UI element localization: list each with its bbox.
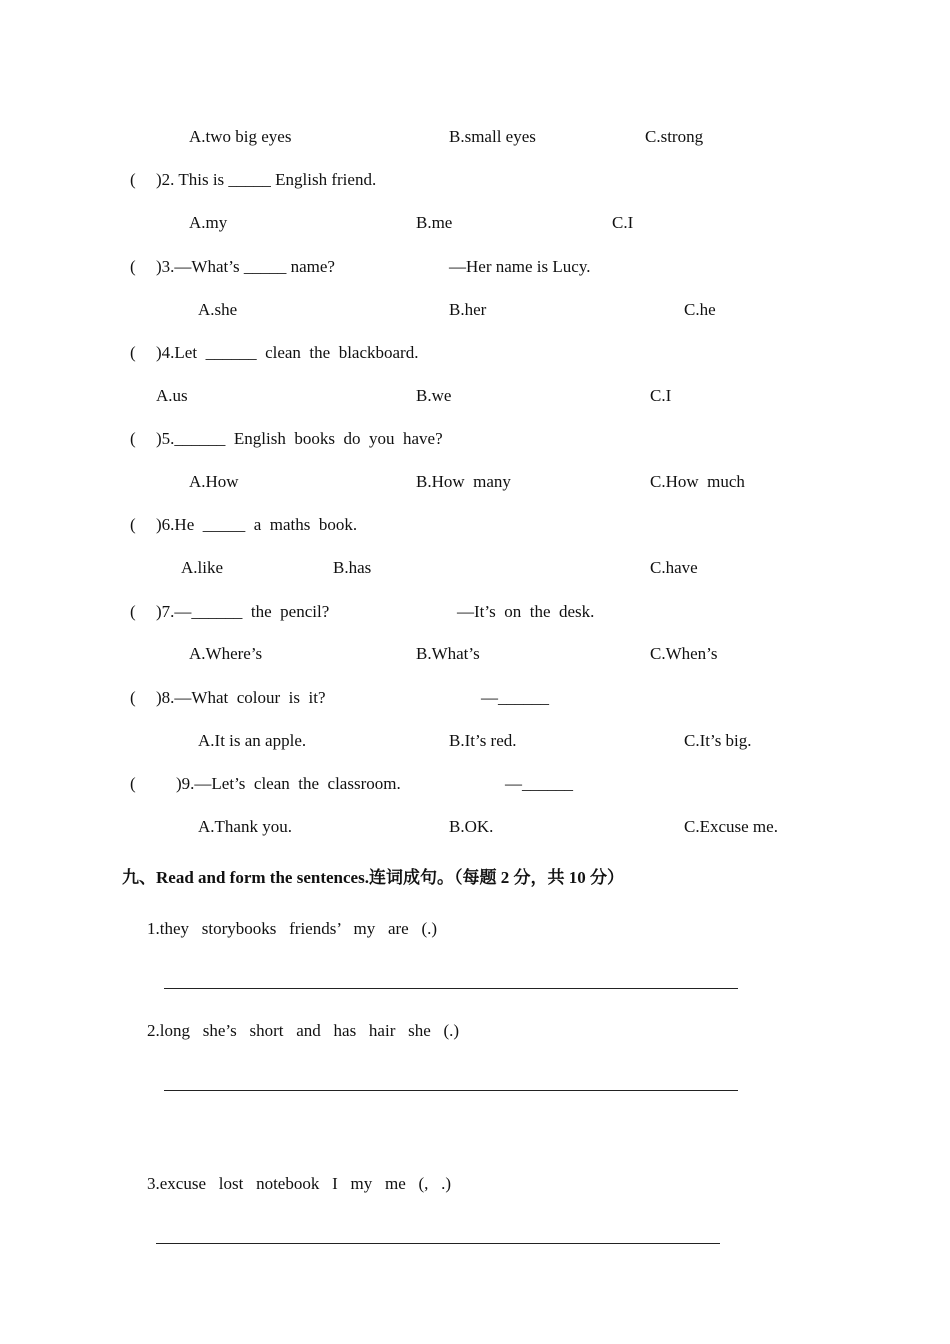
q4-option-b: B.we: [416, 386, 452, 405]
q6-option-b: B.has: [333, 558, 372, 577]
q4-option-c: C.I: [650, 386, 672, 405]
q6-option-a: A.like: [181, 558, 224, 577]
q9-paren: (: [130, 774, 136, 793]
sentence-item-3: 3.excuse lost notebook I my me (, .): [147, 1174, 452, 1193]
q8-stem: )8.—What colour is it?: [156, 688, 326, 707]
q9-option-b: B.OK.: [449, 817, 494, 836]
q7-paren: (: [130, 602, 136, 621]
q7-option-c: C.When’s: [650, 644, 718, 663]
answer-line-2: [164, 1090, 738, 1091]
q5-stem: )5.______ English books do you have?: [156, 429, 443, 448]
q5-option-c: C.How much: [650, 472, 745, 491]
q5-option-b: B.How many: [416, 472, 511, 491]
q4-option-a: A.us: [156, 386, 188, 405]
q7-stem: )7.—______ the pencil?: [156, 602, 330, 621]
q2-option-a: A.my: [189, 213, 228, 232]
sentence-item-1: 1.they storybooks friends’ my are (.): [147, 919, 438, 938]
q8-option-b: B.It’s red.: [449, 731, 517, 750]
q1-option-c: C.strong: [645, 127, 704, 146]
q8-reply: —______: [481, 688, 549, 707]
q8-option-a: A.It is an apple.: [198, 731, 307, 750]
answer-line-1: [164, 988, 738, 989]
q8-paren: (: [130, 688, 136, 707]
q6-paren: (: [130, 515, 136, 534]
q4-paren: (: [130, 343, 136, 362]
answer-line-3: [156, 1243, 720, 1244]
q9-option-a: A.Thank you.: [198, 817, 292, 836]
q4-stem: )4.Let ______ clean the blackboard.: [156, 343, 419, 362]
q5-paren: (: [130, 429, 136, 448]
q1-option-a: A.two big eyes: [189, 127, 292, 146]
section-9-title: 九、Read and form the sentences.连词成句。（每题 2 分，共 10 分）: [122, 868, 624, 887]
q1-option-b: B.small eyes: [449, 127, 536, 146]
q9-option-c: C.Excuse me.: [684, 817, 778, 836]
q2-option-b: B.me: [416, 213, 453, 232]
q6-stem: )6.He _____ a maths book.: [156, 515, 358, 534]
q3-option-a: A.she: [198, 300, 238, 319]
q5-option-a: A.How: [189, 472, 239, 491]
q7-reply: —It’s on the desk.: [457, 602, 595, 621]
q3-reply: —Her name is Lucy.: [449, 257, 591, 276]
sentence-item-2: 2.long she’s short and has hair she (.): [147, 1021, 460, 1040]
q2-paren: (: [130, 170, 136, 189]
q3-option-b: B.her: [449, 300, 487, 319]
q6-option-c: C.have: [650, 558, 698, 577]
q3-stem: )3.—What’s _____ name?: [156, 257, 335, 276]
q3-option-c: C.he: [684, 300, 716, 319]
q3-paren: (: [130, 257, 136, 276]
q2-stem: )2. This is _____ English friend.: [156, 170, 377, 189]
q7-option-a: A.Where’s: [189, 644, 263, 663]
q8-option-c: C.It’s big.: [684, 731, 752, 750]
q9-reply: —______: [505, 774, 573, 793]
q2-option-c: C.I: [612, 213, 634, 232]
q9-stem: )9.—Let’s clean the classroom.: [176, 774, 401, 793]
q7-option-b: B.What’s: [416, 644, 480, 663]
